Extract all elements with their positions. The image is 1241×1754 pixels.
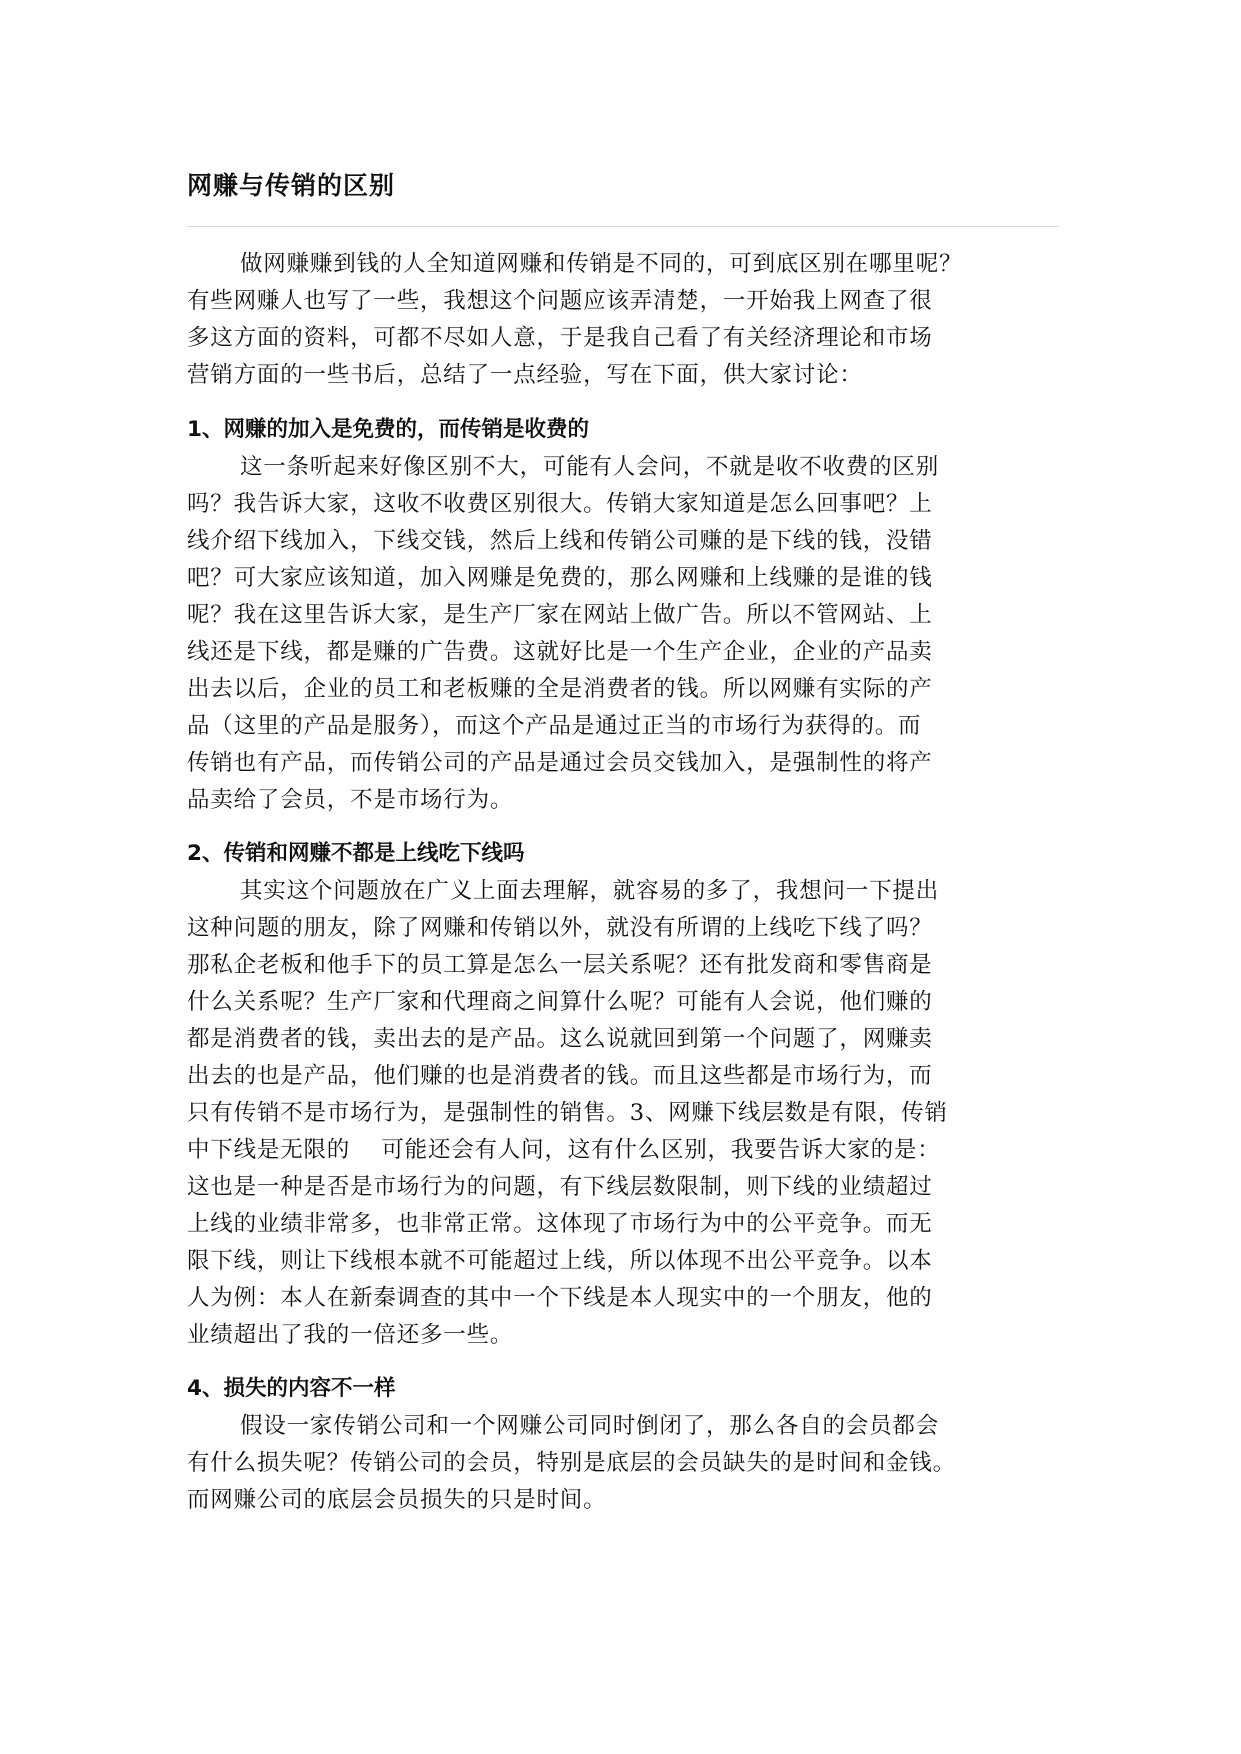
text-line: 有些网赚人也写了一些，我想这个问题应该弄清楚，一开始我上网查了很 [187, 288, 933, 314]
section-paragraph [187, 449, 1087, 819]
text-line: 呢？我在这里告诉大家，是生产厂家在网站上做广告。所以不管网站、上 [187, 602, 933, 628]
section-paragraph [187, 1408, 1087, 1519]
text-line: 什么关系呢？生产厂家和代理商之间算什么呢？可能有人会说，他们赚的 [187, 989, 933, 1015]
text-line: 营销方面的一些书后，总结了一点经验，写在下面，供大家讨论： [187, 362, 863, 388]
article-body [187, 246, 1087, 1519]
title-divider [187, 226, 1059, 227]
text-line: 人为例：本人在新秦调查的其中一个下线是本人现实中的一个朋友，他的 [187, 1285, 933, 1311]
text-line: 传销也有产品，而传销公司的产品是通过会员交钱加入，是强制性的将产 [187, 750, 933, 776]
text-line: 限下线，则让下线根本就不可能超过上线，所以体现不出公平竞争。以本 [187, 1248, 933, 1274]
text-line: 这也是一种是否是市场行为的问题，有下线层数限制，则下线的业绩超过 [187, 1174, 933, 1200]
text-line: 做网赚赚到钱的人全知道网赚和传销是不同的，可到底区别在哪里呢？ [240, 251, 963, 277]
document-title: 网赚与传销的区别 [187, 171, 396, 200]
text-line: 而网赚公司的底层会员损失的只是时间。 [187, 1487, 607, 1513]
text-line: 线还是下线，都是赚的广告费。这就好比是一个生产企业，企业的产品卖 [187, 639, 933, 665]
text-line: 出去以后，企业的员工和老板赚的全是消费者的钱。所以网赚有实际的产 [187, 676, 933, 702]
text-line: 其实这个问题放在广义上面去理解，就容易的多了，我想问一下提出 [240, 878, 940, 904]
text-line: 吧？可大家应该知道，加入网赚是免费的，那么网赚和上线赚的是谁的钱 [187, 565, 933, 591]
section-heading: 2、传销和网赚不都是上线吃下线吗 [187, 841, 525, 866]
section-paragraph [187, 873, 1087, 1354]
intro-paragraph [187, 246, 1087, 394]
text-line: 假设一家传销公司和一个网赚公司同时倒闭了，那么各自的会员都会 [240, 1413, 940, 1439]
text-line: 都是消费者的钱，卖出去的是产品。这么说就回到第一个问题了，网赚卖 [187, 1026, 933, 1052]
section-heading: 4、损失的内容不一样 [187, 1376, 396, 1401]
text-line: 这一条听起来好像区别不大，可能有人会问，不就是收不收费的区别 [240, 454, 940, 480]
text-line: 有什么损失呢？传销公司的会员，特别是底层的会员缺失的是时间和金钱。 [187, 1450, 956, 1476]
text-line: 中下线是无限的 可能还会有人问，这有什么区别，我要告诉大家的是： [187, 1137, 941, 1163]
text-line: 那私企老板和他手下的员工算是怎么一层关系呢？还有批发商和零售商是 [187, 952, 933, 978]
section-heading: 1、网赚的加入是免费的，而传销是收费的 [187, 417, 589, 442]
text-line: 业绩超出了我的一倍还多一些。 [187, 1322, 514, 1348]
text-line: 上线的业绩非常多，也非常正常。这体现了市场行为中的公平竞争。而无 [187, 1211, 933, 1237]
text-line: 线介绍下线加入，下线交钱，然后上线和传销公司赚的是下线的钱，没错 [187, 528, 933, 554]
text-line: 吗？我告诉大家，这收不收费区别很大。传销大家知道是怎么回事吧？上 [187, 491, 933, 517]
text-line: 只有传销不是市场行为，是强制性的销售。3、网赚下线层数是有限，传销 [187, 1100, 948, 1126]
text-line: 品（这里的产品是服务），而这个产品是通过正当的市场行为获得的。而 [187, 713, 922, 739]
text-line: 出去的也是产品，他们赚的也是消费者的钱。而且这些都是市场行为，而 [187, 1063, 933, 1089]
text-line: 品卖给了会员，不是市场行为。 [187, 787, 514, 813]
text-line: 这种问题的朋友，除了网赚和传销以外，就没有所谓的上线吃下线了吗？ [187, 915, 933, 941]
text-line: 多这方面的资料，可都不尽如人意，于是我自己看了有关经济理论和市场 [187, 325, 933, 351]
